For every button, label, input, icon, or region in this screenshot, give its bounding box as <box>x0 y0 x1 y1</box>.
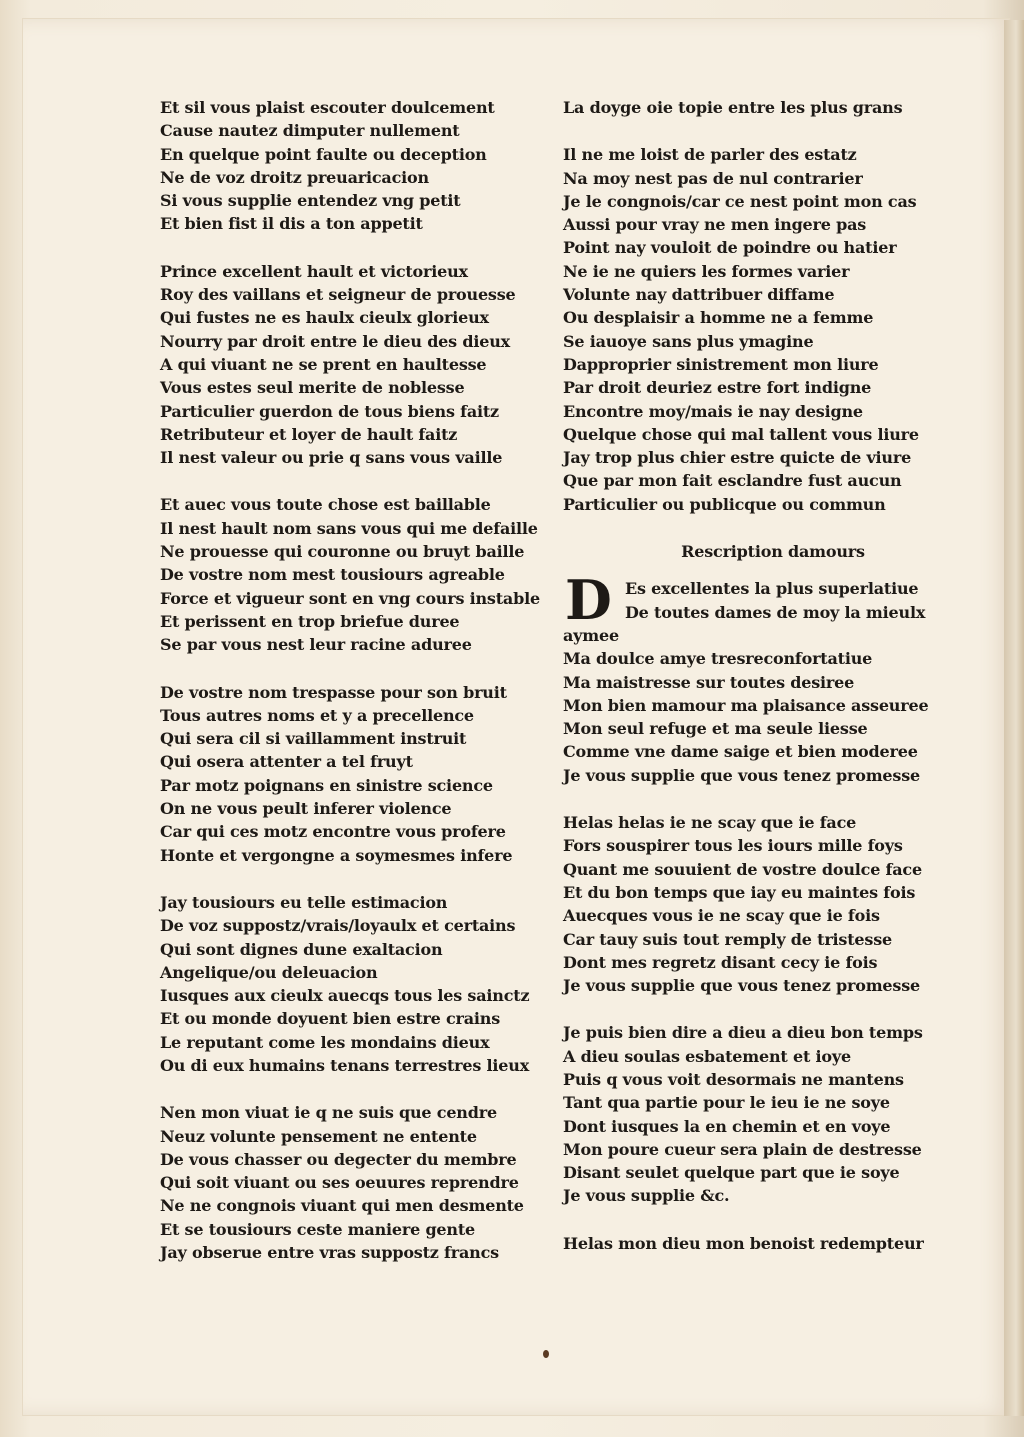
text-line: Et du bon temps que iay eu maintes fois <box>563 882 916 902</box>
text-line: Il ne me loist de parler des estatz <box>563 145 857 165</box>
text-line: Car tauy suis tout remply de tristesse <box>563 929 892 949</box>
text-line: A qui viuant ne se prent en haultesse <box>160 354 487 374</box>
text-line: Ne ie ne quiers les formes varier <box>563 261 850 281</box>
text-line: Nourry par droit entre le dieu des dieux <box>160 331 510 351</box>
stanza <box>160 891 550 1077</box>
text-line: A dieu soulas esbatement et ioye <box>563 1046 851 1066</box>
text-line: Puis q vous voit desormais ne mantens <box>563 1069 904 1089</box>
text-line: aymee <box>563 625 619 645</box>
stanza-b <box>563 624 943 787</box>
text-line: Nen mon viuat ie q ne suis que cendre <box>160 1103 497 1123</box>
text-line: Iusques aux cieulx auecqs tous les sainctz <box>160 986 530 1006</box>
decorated-initial-block <box>563 568 943 633</box>
text-line: Si vous supplie entendez vng petit <box>160 191 461 211</box>
text-line: Car qui ces motz encontre vous profere <box>160 822 506 842</box>
text-line: Disant seulet quelque part que ie soye <box>563 1163 900 1183</box>
text-line: Prince excellent hault et victorieux <box>160 261 468 281</box>
section-heading: Rescription damours <box>681 542 865 562</box>
text-line: Je vous supplie que vous tenez promesse <box>563 976 921 996</box>
drop-cap-initial: D <box>565 568 612 633</box>
text-line: Qui soit viuant ou ses oeuures reprendre <box>160 1173 519 1193</box>
text-line: Point nay vouloit de poindre ou hatier <box>563 238 897 258</box>
text-line: Il nest hault nom sans vous qui me defaille <box>160 518 538 538</box>
text-line: Par droit deuriez estre fort indigne <box>563 378 872 398</box>
text-line: Ou desplaisir a homme ne a femme <box>563 308 874 328</box>
text-line: Force et vigueur sont en vng cours instable <box>160 588 540 608</box>
text-line: De voz suppostz/vrais/loyaulx et certains <box>160 916 516 936</box>
initial-line: Es excellentes la plus superlatiue <box>625 579 919 599</box>
text-line: Dont mes regretz disant cecy ie fois <box>563 952 878 972</box>
text-line: Dont iusques la en chemin et en voye <box>563 1116 891 1136</box>
text-line: Particulier guerdon de tous biens faitz <box>160 401 499 421</box>
text-line: Jay tousiours eu telle estimacion <box>160 892 448 912</box>
initial-line: De toutes dames de moy la mieulx <box>625 602 926 622</box>
text-line: Fors souspirer tous les iours mille foys <box>563 836 903 856</box>
stanza <box>160 260 550 470</box>
text-line: Mon bien mamour ma plaisance asseuree <box>563 695 929 715</box>
text-line: Se par vous nest leur racine aduree <box>160 635 472 655</box>
facing-page-edge <box>1004 20 1024 1416</box>
text-line: Comme vne dame saige et bien moderee <box>563 742 918 762</box>
text-line: Qui sont dignes dune exaltacion <box>160 939 443 959</box>
text-line: Ne de voz droitz preuaricacion <box>160 167 429 187</box>
text-line: Et auec vous toute chose est baillable <box>160 495 491 515</box>
text-line: Qui osera attenter a tel fruyt <box>160 752 413 772</box>
text-line: Que par mon fait esclandre fust aucun <box>563 471 902 491</box>
text-line: Vous estes seul merite de noblesse <box>160 378 465 398</box>
text-line: Ma maistresse sur toutes desiree <box>563 672 855 692</box>
text-line: Mon seul refuge et ma seule liesse <box>563 719 868 739</box>
stanza <box>160 1101 550 1264</box>
text-line: Volunte nay dattribuer diffame <box>563 285 835 305</box>
ink-spot <box>543 1350 549 1358</box>
text-line: Dapproprier sinistrement mon liure <box>563 354 879 374</box>
right-first-line: La doyge oie topie entre les plus grans <box>563 98 903 117</box>
text-line: Et se tousiours ceste maniere gente <box>160 1219 476 1239</box>
text-line: Se iauoye sans plus ymagine <box>563 331 814 351</box>
text-line: Ou di eux humains tenans terrestres lieux <box>160 1055 530 1075</box>
text-line: Quant me souuient de vostre doulce face <box>563 859 922 879</box>
text-line: Le reputant come les mondains dieux <box>160 1032 490 1052</box>
text-line: Neuz volunte pensement ne entente <box>160 1126 477 1146</box>
text-line: Jay obserue entre vras suppostz francs <box>160 1243 499 1263</box>
text-line: Particulier ou publicque ou commun <box>563 494 886 514</box>
text-line: Je vous supplie &c. <box>563 1186 730 1206</box>
stanza-d <box>563 1021 943 1207</box>
text-line: Encontre moy/mais ie nay designe <box>563 401 863 421</box>
text-line: Aussi pour vray ne men ingere pas <box>563 215 867 235</box>
text-line: Qui sera cil si vaillamment instruit <box>160 729 467 749</box>
text-line: Roy des vaillans et seigneur de prouesse <box>160 285 516 305</box>
text-line: De vostre nom trespasse pour son bruit <box>160 682 507 702</box>
text-line: Et ou monde doyuent bien estre crains <box>160 1009 501 1029</box>
text-line: De vous chasser ou degecter du membre <box>160 1149 517 1169</box>
text-line: En quelque point faulte ou deception <box>160 144 487 164</box>
stanza-a <box>563 143 943 516</box>
text-line: Et perissent en trop briefue duree <box>160 611 460 631</box>
text-line: On ne vous peult inferer violence <box>160 799 452 819</box>
right-last-line: Helas mon dieu mon benoist redempteur <box>563 1233 924 1253</box>
text-line: Auecques vous ie ne scay que ie fois <box>563 906 880 926</box>
text-line: De vostre nom mest tousiours agreable <box>160 565 505 585</box>
text-line: Et sil vous plaist escouter doulcement <box>160 98 495 117</box>
text-line: Par motz poignans en sinistre science <box>160 775 493 795</box>
text-line: Cause nautez dimputer nullement <box>160 121 460 141</box>
text-line: Mon poure cueur sera plain de destresse <box>563 1139 922 1159</box>
right-text-column <box>563 96 943 1255</box>
text-line: Jay trop plus chier estre quicte de viure <box>563 448 912 468</box>
text-line: Na moy nest pas de nul contrarier <box>563 168 863 188</box>
text-line: Je vous supplie que vous tenez promesse <box>563 765 921 785</box>
text-line: Je puis bien dire a dieu a dieu bon temps <box>563 1023 923 1043</box>
text-line: Il nest valeur ou prie q sans vous vaille <box>160 448 503 468</box>
text-line: Et bien fist il dis a ton appetit <box>160 214 423 234</box>
text-line: Helas helas ie ne scay que ie face <box>563 813 857 833</box>
text-line: Retributeur et loyer de hault faitz <box>160 424 458 444</box>
text-line: Tous autres noms et y a precellence <box>160 705 474 725</box>
text-line: Honte et vergongne a soymesmes infere <box>160 845 513 865</box>
text-line: Ne prouesse qui couronne ou bruyt baille <box>160 542 525 562</box>
text-line: Angelique/ou deleuacion <box>160 962 378 982</box>
text-line: Ne ne congnois viuant qui men desmente <box>160 1196 524 1216</box>
left-text-column <box>160 96 550 1288</box>
stanza <box>160 681 550 867</box>
stanza-c <box>563 811 943 997</box>
text-line: Qui fustes ne es haulx cieulx glorieux <box>160 308 489 328</box>
stanza <box>160 96 550 236</box>
text-line: Tant qua partie pour le ieu ie ne soye <box>563 1093 890 1113</box>
text-line: Je le congnois/car ce nest point mon cas <box>563 191 917 211</box>
stanza <box>160 493 550 656</box>
text-line: Quelque chose qui mal tallent vous liure <box>563 424 919 444</box>
text-line: Ma doulce amye tresreconfortatiue <box>563 649 873 669</box>
